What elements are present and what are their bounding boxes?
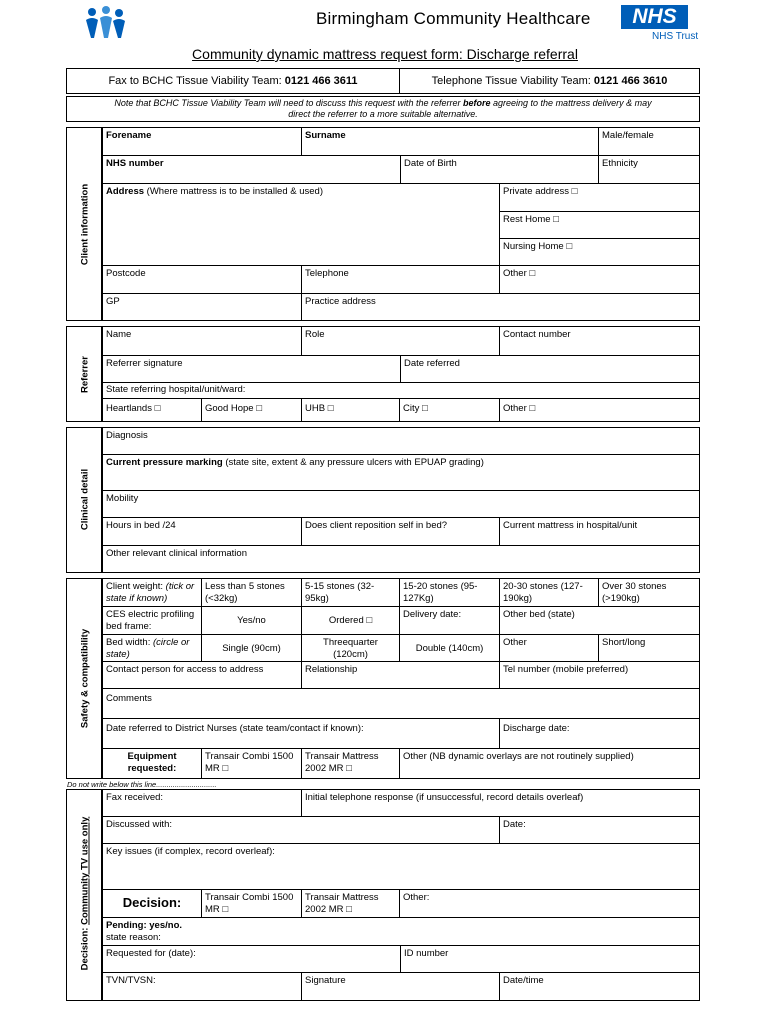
mobility-field[interactable] <box>102 490 700 518</box>
referrer-role-field[interactable] <box>301 326 500 356</box>
uhb-label: UHB □ <box>305 403 334 414</box>
discussed-with-label: Discussed with: <box>106 819 172 830</box>
good-hope-label: Good Hope □ <box>205 403 262 414</box>
referrer-section-title: Referrer <box>79 356 91 393</box>
key-issues-field[interactable] <box>102 843 700 890</box>
hours-in-bed-field[interactable] <box>102 517 302 546</box>
postcode-field[interactable] <box>102 265 302 294</box>
diagnosis-label: Diagnosis <box>106 430 148 441</box>
single-option[interactable] <box>201 634 302 662</box>
weight-option-3-label: 15-20 stones (95-127Kg) <box>403 581 478 604</box>
org-name: Birmingham Community Healthcare <box>316 9 591 28</box>
tel-number-field[interactable] <box>499 661 700 689</box>
ces-label-cell <box>102 606 202 635</box>
weight-option-2-label: 5-15 stones (32-95kg) <box>305 581 375 604</box>
referrer-signature-label: Referrer signature <box>106 358 183 369</box>
telephone-field[interactable] <box>301 265 500 294</box>
address-desc: (Where mattress is to be installed & used) <box>144 186 324 197</box>
state-referring-row <box>102 382 700 399</box>
decision-label-cell <box>102 889 202 918</box>
note-box <box>66 96 700 122</box>
other-width-label: Other <box>503 637 527 648</box>
discharge-date-label: Discharge date: <box>503 723 570 734</box>
pending-label: Pending: yes/no. <box>106 920 183 931</box>
fax-label: Fax to BCHC Tissue Viability Team: <box>108 75 282 87</box>
date-referred-dn-field[interactable] <box>102 718 500 749</box>
pending-field[interactable] <box>102 917 700 946</box>
weight-option-1-label: Less than 5 stones (<32kg) <box>205 581 285 604</box>
client-weight-hint: (tick or state if known) <box>106 581 195 604</box>
phone-row <box>399 68 700 94</box>
weight-option-3[interactable] <box>399 578 500 607</box>
weight-option-4-label: 20-30 stones (127-190kg) <box>503 581 583 604</box>
hours-in-bed-label: Hours in bed /24 <box>106 520 176 531</box>
client-weight-label-cell <box>102 578 202 607</box>
transair-2002-label: Transair Mattress 2002 MR □ <box>305 751 379 774</box>
threequarter-option[interactable] <box>301 634 400 662</box>
note-a: Note that BCHC Tissue Viability Team will need to discuss this request with the referrer <box>114 98 461 108</box>
city-label: City □ <box>403 403 428 414</box>
tvn-label: TVN/TVSN: <box>106 975 156 986</box>
heartlands-label: Heartlands □ <box>106 403 161 414</box>
contact-person-field[interactable] <box>102 661 302 689</box>
other-address-option[interactable] <box>499 265 700 294</box>
discharge-date-field[interactable] <box>499 718 700 749</box>
client-section-label <box>66 127 102 321</box>
decision-transair-combi-option[interactable] <box>201 889 302 918</box>
city-option[interactable] <box>399 398 500 422</box>
dob-label: Date of Birth <box>404 158 457 169</box>
do-not-write-notice: Do not write below this line............................. <box>67 780 217 789</box>
pressure-marking-label: Current pressure marking <box>106 457 223 468</box>
double-option[interactable] <box>399 634 500 662</box>
date-referred-label: Date referred <box>404 358 460 369</box>
referrer-contact-label: Contact number <box>503 329 571 340</box>
other-equipment-field[interactable] <box>399 748 700 779</box>
nursing-home-option[interactable] <box>499 238 700 266</box>
surname-field[interactable] <box>301 127 599 156</box>
referrer-role-label: Role <box>305 329 325 340</box>
surname-label: Surname <box>305 130 346 141</box>
good-hope-option[interactable] <box>201 398 302 422</box>
short-long-field[interactable] <box>598 634 700 662</box>
discussed-date-label: Date: <box>503 819 526 830</box>
heartlands-option[interactable] <box>102 398 202 422</box>
clinical-section-title: Clinical detail <box>79 468 91 531</box>
safety-section-label <box>66 578 102 779</box>
other-address-label: Other □ <box>503 268 536 279</box>
office-section-title <box>80 804 91 984</box>
ces-ordered-label: Ordered □ <box>328 615 373 626</box>
initial-phone-label: Initial telephone response (if unsuccessful, record details overleaf) <box>305 792 584 803</box>
practice-address-label: Practice address <box>305 296 376 307</box>
ethnicity-label: Ethnicity <box>602 158 638 169</box>
comments-field[interactable] <box>102 688 700 719</box>
office-section-label <box>66 789 102 1001</box>
decision-other-label: Other: <box>403 892 430 903</box>
practice-address-field[interactable] <box>301 293 700 321</box>
note-b: before <box>462 98 491 108</box>
ces-ordered-option[interactable] <box>301 606 400 635</box>
fax-received-field[interactable] <box>102 789 302 817</box>
note-line2: direct the referrer to a more suitable alternative. <box>288 109 478 119</box>
referrer-name-label: Name <box>106 329 132 340</box>
relationship-field[interactable] <box>301 661 500 689</box>
signature-field[interactable] <box>301 972 500 1001</box>
weight-option-2[interactable] <box>301 578 400 607</box>
address-label: Address <box>106 186 145 197</box>
safety-section-title: Safety & compatibility <box>79 628 91 729</box>
discussed-date-field[interactable] <box>499 816 700 844</box>
single-label: Single (90cm) <box>222 643 281 654</box>
gp-label: GP <box>106 296 120 307</box>
weight-option-5[interactable] <box>598 578 700 607</box>
reposition-field[interactable] <box>301 517 500 546</box>
mobility-label: Mobility <box>106 493 139 504</box>
weight-option-4[interactable] <box>499 578 599 607</box>
current-mattress-label: Current mattress in hospital/unit <box>503 520 638 531</box>
nhs-logo: NHS <box>621 5 688 29</box>
page-title: Community dynamic mattress request form: Discharge referral <box>192 46 578 62</box>
reposition-label: Does client reposition self in bed? <box>305 520 448 531</box>
fax-number: 0121 466 3611 <box>284 75 358 87</box>
contact-person-label: Contact person for access to address <box>106 664 264 675</box>
decision-label: Decision: <box>122 895 182 910</box>
pressure-marking-field[interactable] <box>102 454 700 491</box>
requested-for-label: Requested for (date): <box>106 948 196 959</box>
bed-width-label: Bed width: <box>106 637 151 648</box>
tel-number-label: Tel number (mobile preferred) <box>503 664 629 675</box>
other-bed-field[interactable] <box>499 606 700 635</box>
referrer-section-label <box>66 326 102 422</box>
equipment-requested-label: Equipment requested: <box>127 751 177 774</box>
relationship-label: Relationship <box>305 664 358 675</box>
telephone-label: Telephone <box>305 268 349 279</box>
uhb-option[interactable] <box>301 398 400 422</box>
comments-label: Comments <box>106 693 152 704</box>
current-mattress-field[interactable] <box>499 517 700 546</box>
date-referred-field[interactable] <box>400 355 700 383</box>
nhs-number-label: NHS number <box>106 158 164 169</box>
other-equipment-label: Other (NB dynamic overlays are not routinely supplied) <box>403 751 634 762</box>
private-address-option[interactable] <box>499 183 700 212</box>
address-field[interactable] <box>102 183 500 266</box>
referrer-signature-field[interactable] <box>102 355 401 383</box>
gp-field[interactable] <box>102 293 302 321</box>
other-bed-label: Other bed (state) <box>503 609 575 620</box>
id-number-label: ID number <box>404 948 449 959</box>
bed-width-label-cell <box>102 634 202 662</box>
other-hospital-option[interactable] <box>499 398 700 422</box>
equipment-requested-label-cell <box>102 748 202 779</box>
other-hospital-label: Other □ <box>503 403 536 414</box>
delivery-date-field[interactable] <box>399 606 500 635</box>
other-width-field[interactable] <box>499 634 599 662</box>
male-female-field[interactable] <box>598 127 700 156</box>
nhs-number-field[interactable] <box>102 155 401 184</box>
date-referred-dn-label: Date referred to District Nurses (state team/contact if known): <box>106 723 364 734</box>
id-number-field[interactable] <box>400 945 700 973</box>
note-c: agreeing to the mattress delivery & may <box>493 98 652 108</box>
clinical-section-label <box>66 427 102 573</box>
other-clinical-info-label: Other relevant clinical information <box>106 548 247 559</box>
other-clinical-info-field[interactable] <box>102 545 700 573</box>
phone-number: 0121 466 3610 <box>593 75 668 87</box>
referrer-name-field[interactable] <box>102 326 302 356</box>
forename-field[interactable] <box>102 127 302 156</box>
transair-combi-option[interactable] <box>201 748 302 779</box>
client-section-title: Client information <box>79 183 91 266</box>
dob-field[interactable] <box>400 155 599 184</box>
transair-combi-label: Transair Combi 1500 MR □ <box>205 751 294 774</box>
referrer-contact-field[interactable] <box>499 326 700 356</box>
private-address-label: Private address □ <box>503 186 578 197</box>
forename-label: Forename <box>106 130 152 141</box>
signature-label: Signature <box>305 975 346 986</box>
decision-transair-2002-label: Transair Mattress 2002 MR □ <box>305 892 379 915</box>
weight-option-1[interactable] <box>201 578 302 607</box>
decision-other-field[interactable] <box>399 889 700 918</box>
threequarter-label: Threequarter (120cm) <box>323 637 378 660</box>
tvn-field[interactable] <box>102 972 302 1001</box>
decision-transair-combi-label: Transair Combi 1500 MR □ <box>205 892 294 915</box>
bchc-logo-icon <box>82 6 128 40</box>
requested-for-field[interactable] <box>102 945 401 973</box>
rest-home-label: Rest Home □ <box>503 214 559 225</box>
fax-received-label: Fax received: <box>106 792 164 803</box>
office-section-title-b: Community TV use only <box>79 816 91 925</box>
date-time-label: Date/time <box>503 975 544 986</box>
initial-phone-field[interactable] <box>301 789 700 817</box>
state-reason-label: state reason: <box>106 932 161 943</box>
office-section-title-a: Decision: <box>79 924 91 971</box>
decision-transair-2002-option[interactable] <box>301 889 400 918</box>
ces-yes-no[interactable] <box>201 606 302 635</box>
ethnicity-field[interactable] <box>598 155 700 184</box>
ces-label: CES electric profiling bed frame: <box>106 609 195 632</box>
date-time-field[interactable] <box>499 972 700 1001</box>
diagnosis-field[interactable] <box>102 427 700 455</box>
client-weight-label: Client weight: <box>106 581 164 592</box>
rest-home-option[interactable] <box>499 211 700 239</box>
key-issues-label: Key issues (if complex, record overleaf): <box>106 846 275 857</box>
ces-yes-no-label: Yes/no <box>237 615 266 626</box>
short-long-label: Short/long <box>602 637 646 648</box>
double-label: Double (140cm) <box>415 643 484 654</box>
postcode-label: Postcode <box>106 268 146 279</box>
pressure-marking-desc: (state site, extent & any pressure ulcers with EPUAP grading) <box>222 457 484 468</box>
nursing-home-label: Nursing Home □ <box>503 241 573 252</box>
discussed-with-field[interactable] <box>102 816 500 844</box>
state-referring-label: State referring hospital/unit/ward: <box>106 384 246 395</box>
male-female-label: Male/female <box>602 130 654 141</box>
trust-name: NHS Trust <box>652 31 699 42</box>
weight-option-5-label: Over 30 stones (>190kg) <box>602 581 667 604</box>
fax-row <box>66 68 400 94</box>
transair-2002-option[interactable] <box>301 748 400 779</box>
bed-width-hint: (circle or state) <box>106 637 190 660</box>
phone-label: Telephone Tissue Viability Team: <box>431 75 591 87</box>
delivery-date-label: Delivery date: <box>403 609 462 620</box>
